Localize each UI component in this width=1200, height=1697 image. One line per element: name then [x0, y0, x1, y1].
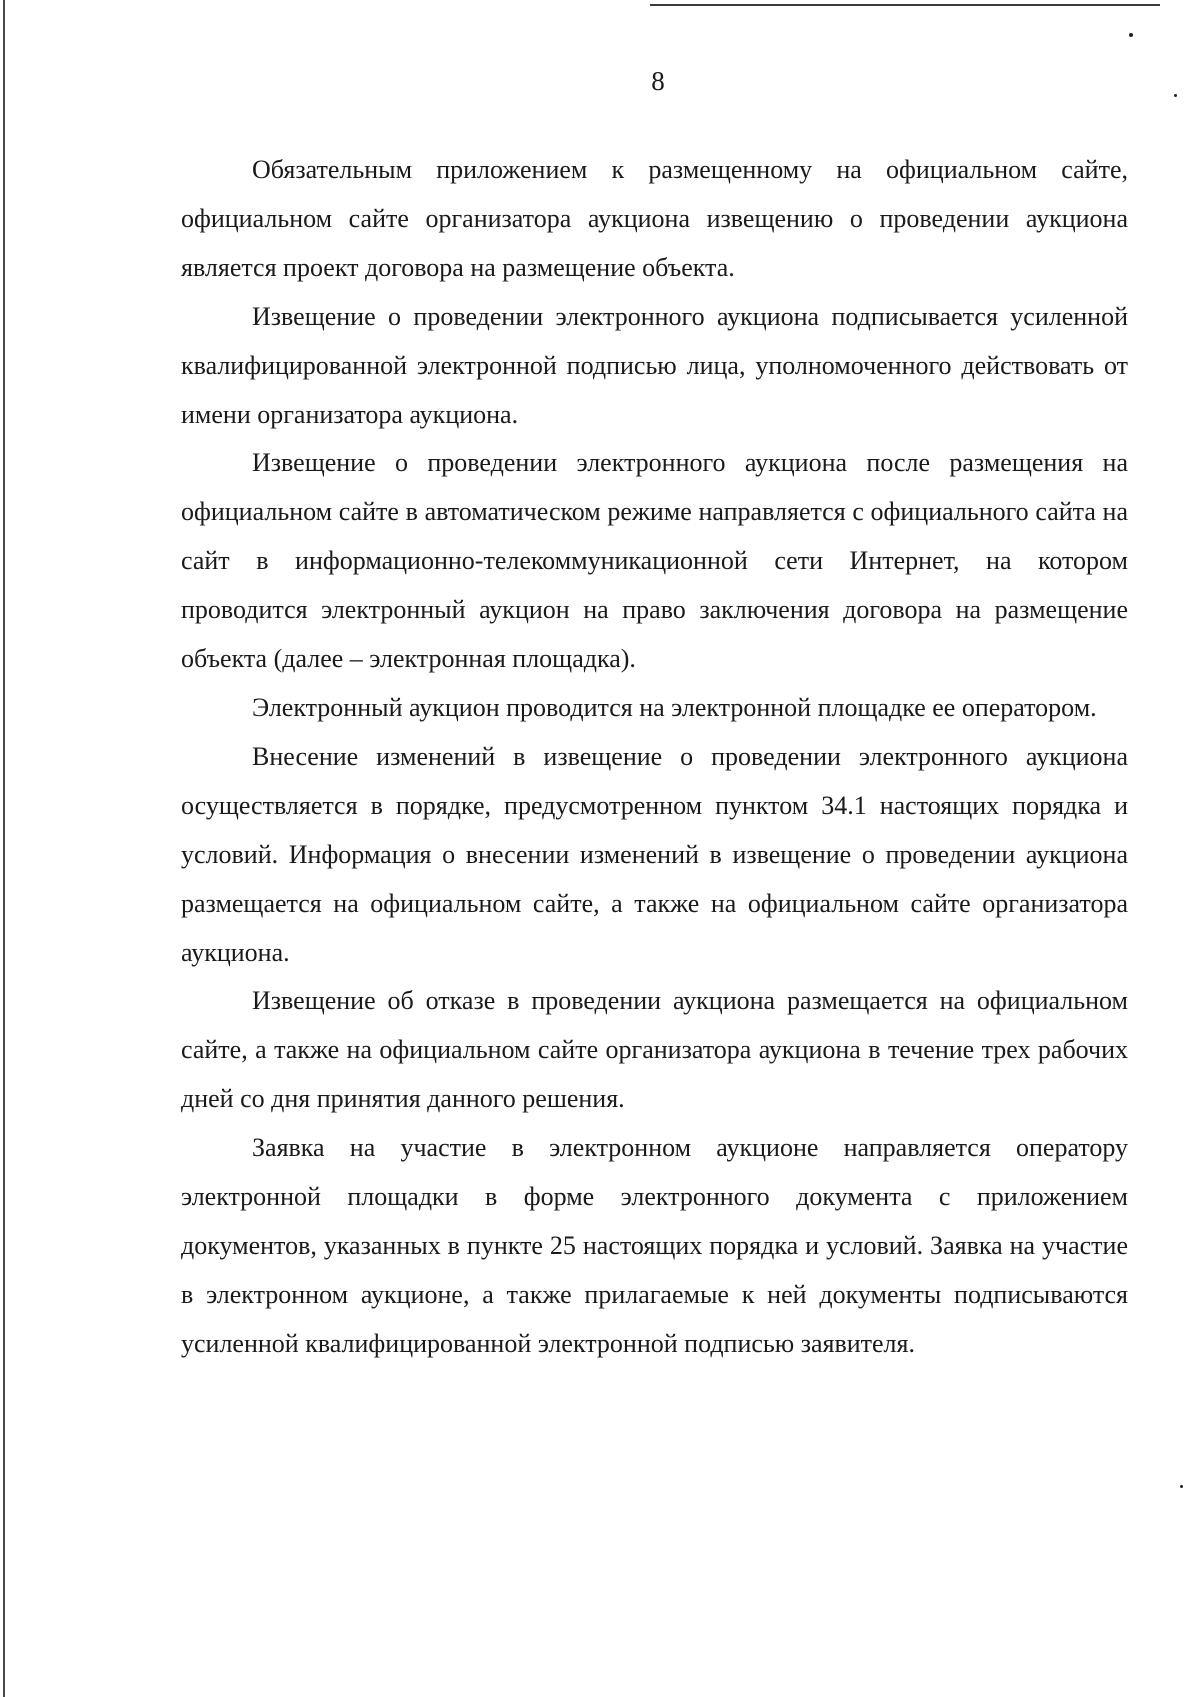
scan-speck — [1180, 1485, 1183, 1488]
scan-speck — [1129, 33, 1133, 37]
paragraph: Обязательным приложением к размещенному на официальном сайте, официальном сайте организатора аукциона извещению о проведении аукциона является проект договора на размещение объекта. — [181, 155, 1128, 282]
paragraph: Извещение об отказе в проведении аукциона размещается на официальном сайте, а также на официальном сайте организатора аукциона в течение трех рабочих дней со дня принятия данного решения. — [181, 986, 1128, 1114]
document-body — [181, 146, 1128, 1369]
paragraph: Извещение о проведении электронного аукциона после размещения на официальном сайте в автоматическом режиме направляется с официального сайта на сайт в информационно-телекоммуникационной сети Интернет, на котором проводится электронный аукцион на право заключения договора на размещение объекта (далее – электронная площадка). — [181, 448, 1128, 674]
paragraph: Электронный аукцион проводится на электронной площадке ее оператором. — [252, 692, 1097, 722]
paragraph: Заявка на участие в электронном аукционе направляется оператору электронной площадки в форме электронного документа с приложением документов, указанных в пункте 25 настоящих порядка и условий. Заявка на участие в электронном аукционе, а также прилагаемые к ней документы подписываются усиленной квалифицированной электронной подписью заявителя. — [181, 1133, 1128, 1358]
paragraph: Извещение о проведении электронного аукциона подписывается усиленной квалифицированной электронной подписью лица, уполномоченного действовать от имени организатора аукциона. — [181, 301, 1128, 429]
scan-top-border — [650, 4, 1160, 6]
scan-left-border — [3, 0, 5, 1697]
paragraph: Внесение изменений в извещение о проведении электронного аукциона осуществляется в порядке, предусмотренном пунктом 34.1 настоящих порядка и условий. Информация о внесении изменений в извещение о проведении аукциона размещается на официальном сайте, а также на официальном сайте организатора аукциона. — [181, 741, 1128, 967]
page-number: 8 — [651, 66, 665, 96]
